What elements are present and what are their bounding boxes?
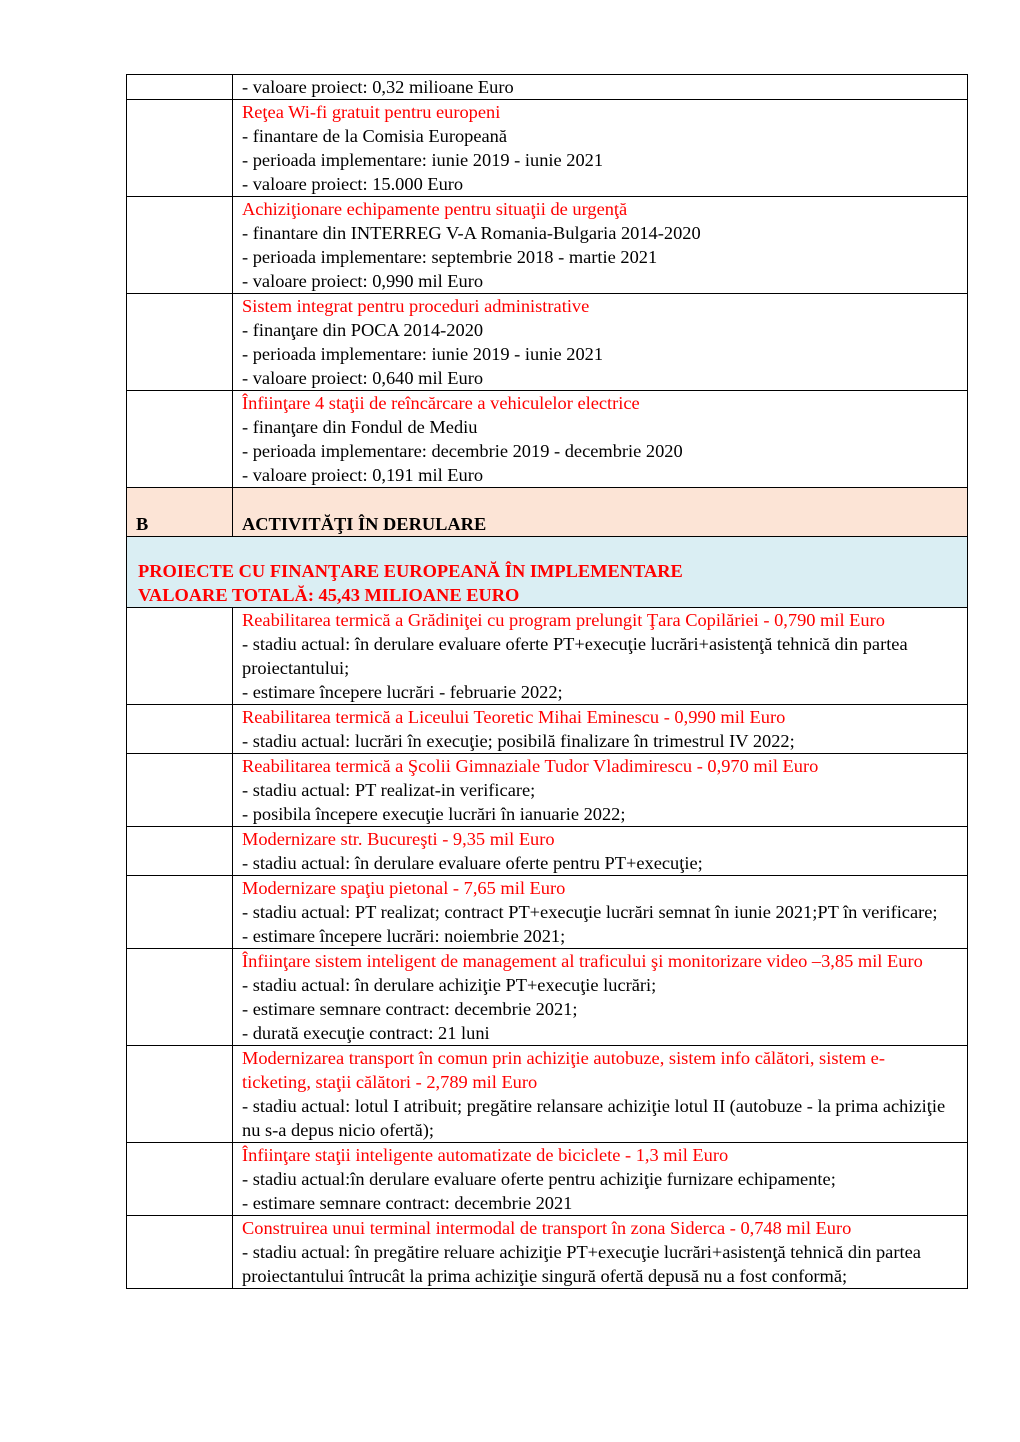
row-label-cell: [127, 754, 233, 827]
project-title: Modernizarea transport în comun prin achiziţie autobuze, sistem info călători, sistem e-ticketing, staţii călători - 2,789 mil Euro: [242, 1048, 885, 1092]
row-label-cell: [127, 949, 233, 1046]
project-title: Achiziţionare echipamente pentru situaţii de urgenţă: [242, 199, 628, 219]
project-title: Reţea Wi-fi gratuit pentru europeni: [242, 102, 501, 122]
project-detail: - valoare proiect: 0,640 mil Euro: [242, 368, 484, 388]
project-detail: - perioada implementare: iunie 2019 - iunie 2021: [242, 150, 604, 170]
completed-projects-section: [127, 75, 968, 488]
project-cell: [233, 754, 968, 827]
project-row: [127, 294, 968, 391]
project-detail: - stadiu actual: în derulare achiziţie PT+execuţie lucrări;: [242, 975, 657, 995]
row-label-cell: [127, 608, 233, 705]
project-row: [127, 827, 968, 876]
project-title: Modernizare spaţiu pietonal - 7,65 mil Euro: [242, 878, 566, 898]
section-b-row: [127, 488, 968, 537]
project-detail: - estimare semnare contract: decembrie 2021: [242, 1193, 573, 1213]
project-cell: [233, 705, 968, 754]
project-detail: - perioada implementare: iunie 2019 - iunie 2021: [242, 344, 604, 364]
project-cell: [233, 827, 968, 876]
row-label-cell: [127, 1046, 233, 1143]
row-label-cell: [127, 294, 233, 391]
project-detail: - stadiu actual: PT realizat; contract PT+execuţie lucrări semnat în iunie 2021;PT în verificare;: [242, 902, 938, 922]
project-row: [127, 100, 968, 197]
project-row: [127, 75, 968, 100]
project-row: [127, 1046, 968, 1143]
project-detail: - estimare semnare contract: decembrie 2021;: [242, 999, 578, 1019]
project-cell: [233, 100, 968, 197]
project-cell: [233, 876, 968, 949]
project-detail: - stadiu actual: în derulare evaluare oferte PT+execuţie lucrări+asistenţă tehnică din partea proiectantului;: [242, 634, 908, 678]
project-detail: - finantare de la Comisia Europeană: [242, 126, 508, 146]
project-row: [127, 1216, 968, 1289]
project-detail: - stadiu actual:în derulare evaluare oferte pentru achiziţie furnizare echipamente;: [242, 1169, 836, 1189]
project-cell: [233, 1046, 968, 1143]
row-label-cell: [127, 391, 233, 488]
section-b: [127, 488, 968, 608]
row-label-cell: [127, 197, 233, 294]
projects-table: [126, 74, 968, 1289]
eu-projects-heading: PROIECTE CU FINANŢARE EUROPEANĂ ÎN IMPLEMENTARE: [138, 561, 683, 581]
row-label-cell: [127, 75, 233, 100]
project-detail: - stadiu actual: PT realizat-in verificare;: [242, 780, 536, 800]
project-detail: - finanţare din POCA 2014-2020: [242, 320, 484, 340]
project-detail: - stadiu actual: în derulare evaluare oferte pentru PT+execuţie;: [242, 853, 703, 873]
project-cell: [233, 294, 968, 391]
eu-projects-total-value: VALOARE TOTALĂ: 45,43 MILIOANE EURO: [138, 585, 520, 605]
project-title: Reabilitarea termică a Liceului Teoretic Mihai Eminescu - 0,990 mil Euro: [242, 707, 786, 727]
project-detail: - valoare proiect: 15.000 Euro: [242, 174, 464, 194]
project-row: [127, 1143, 968, 1216]
row-label-cell: [127, 1216, 233, 1289]
row-label-cell: [127, 1143, 233, 1216]
project-title: Modernizare str. Bucureşti - 9,35 mil Euro: [242, 829, 555, 849]
project-detail: - stadiu actual: în pregătire reluare achiziţie PT+execuţie lucrări+asistenţă tehnică din partea proiectantului întrucât la prima achiziţie singură ofertă depusă nu a fost conformă;: [242, 1242, 921, 1286]
project-detail: - valoare proiect: 0,191 mil Euro: [242, 465, 484, 485]
project-detail: - perioada implementare: septembrie 2018 - martie 2021: [242, 247, 658, 267]
project-cell: [233, 1216, 968, 1289]
row-label-cell: [127, 100, 233, 197]
project-title: Înfiinţare sistem inteligent de management al traficului şi monitorizare video –3,85 mil Euro: [242, 951, 923, 971]
project-row: [127, 754, 968, 827]
project-cell: [233, 949, 968, 1046]
row-label-cell: [127, 705, 233, 754]
project-cell: [233, 1143, 968, 1216]
project-title: Construirea unui terminal intermodal de transport în zona Siderca - 0,748 mil Euro: [242, 1218, 852, 1238]
project-cell: [233, 391, 968, 488]
project-detail: - posibila începere execuţie lucrări în ianuarie 2022;: [242, 804, 626, 824]
project-detail: - durată execuţie contract: 21 luni: [242, 1023, 490, 1043]
project-detail: - finantare din INTERREG V-A Romania-Bulgaria 2014-2020: [242, 223, 701, 243]
eu-projects-header-row: [127, 537, 968, 608]
section-b-label: B: [127, 488, 233, 537]
project-title: Sistem integrat pentru proceduri administrative: [242, 296, 590, 316]
document-page: [126, 74, 958, 1289]
project-row: [127, 705, 968, 754]
project-title: Reabilitarea termică a Grădiniţei cu program prelungit Ţara Copilăriei - 0,790 mil Euro: [242, 610, 885, 630]
project-detail: - stadiu actual: lucrări în execuţie; posibilă finalizare în trimestrul IV 2022;: [242, 731, 795, 751]
project-detail: - stadiu actual: lotul I atribuit; pregătire relansare achiziţie lotul II (autobuze - la prima achiziţie nu s-a depus nicio ofertă);: [242, 1096, 946, 1140]
row-label-cell: [127, 876, 233, 949]
project-detail: - perioada implementare: decembrie 2019 - decembrie 2020: [242, 441, 683, 461]
project-detail: - estimare începere lucrări: noiembrie 2021;: [242, 926, 566, 946]
section-b-title: ACTIVITĂŢI ÎN DERULARE: [233, 488, 968, 537]
project-row: [127, 608, 968, 705]
project-title: Reabilitarea termică a Şcolii Gimnaziale Tudor Vladimirescu - 0,970 mil Euro: [242, 756, 819, 776]
project-row: [127, 391, 968, 488]
project-cell: [233, 608, 968, 705]
row-label-cell: [127, 827, 233, 876]
project-detail: - valoare proiect: 0,990 mil Euro: [242, 271, 484, 291]
project-cell: [233, 75, 968, 100]
project-title: Înfiinţare staţii inteligente automatizate de biciclete - 1,3 mil Euro: [242, 1145, 729, 1165]
ongoing-projects-section: [127, 608, 968, 1289]
project-row: [127, 949, 968, 1046]
eu-projects-header: [127, 537, 968, 608]
project-row: [127, 197, 968, 294]
project-detail: - finanţare din Fondul de Mediu: [242, 417, 478, 437]
project-detail: - estimare începere lucrări - februarie 2022;: [242, 682, 563, 702]
project-title: Înfiinţare 4 staţii de reîncărcare a vehiculelor electrice: [242, 393, 640, 413]
project-row: [127, 876, 968, 949]
project-cell: [233, 197, 968, 294]
project-detail: - valoare proiect: 0,32 milioane Euro: [242, 77, 514, 97]
